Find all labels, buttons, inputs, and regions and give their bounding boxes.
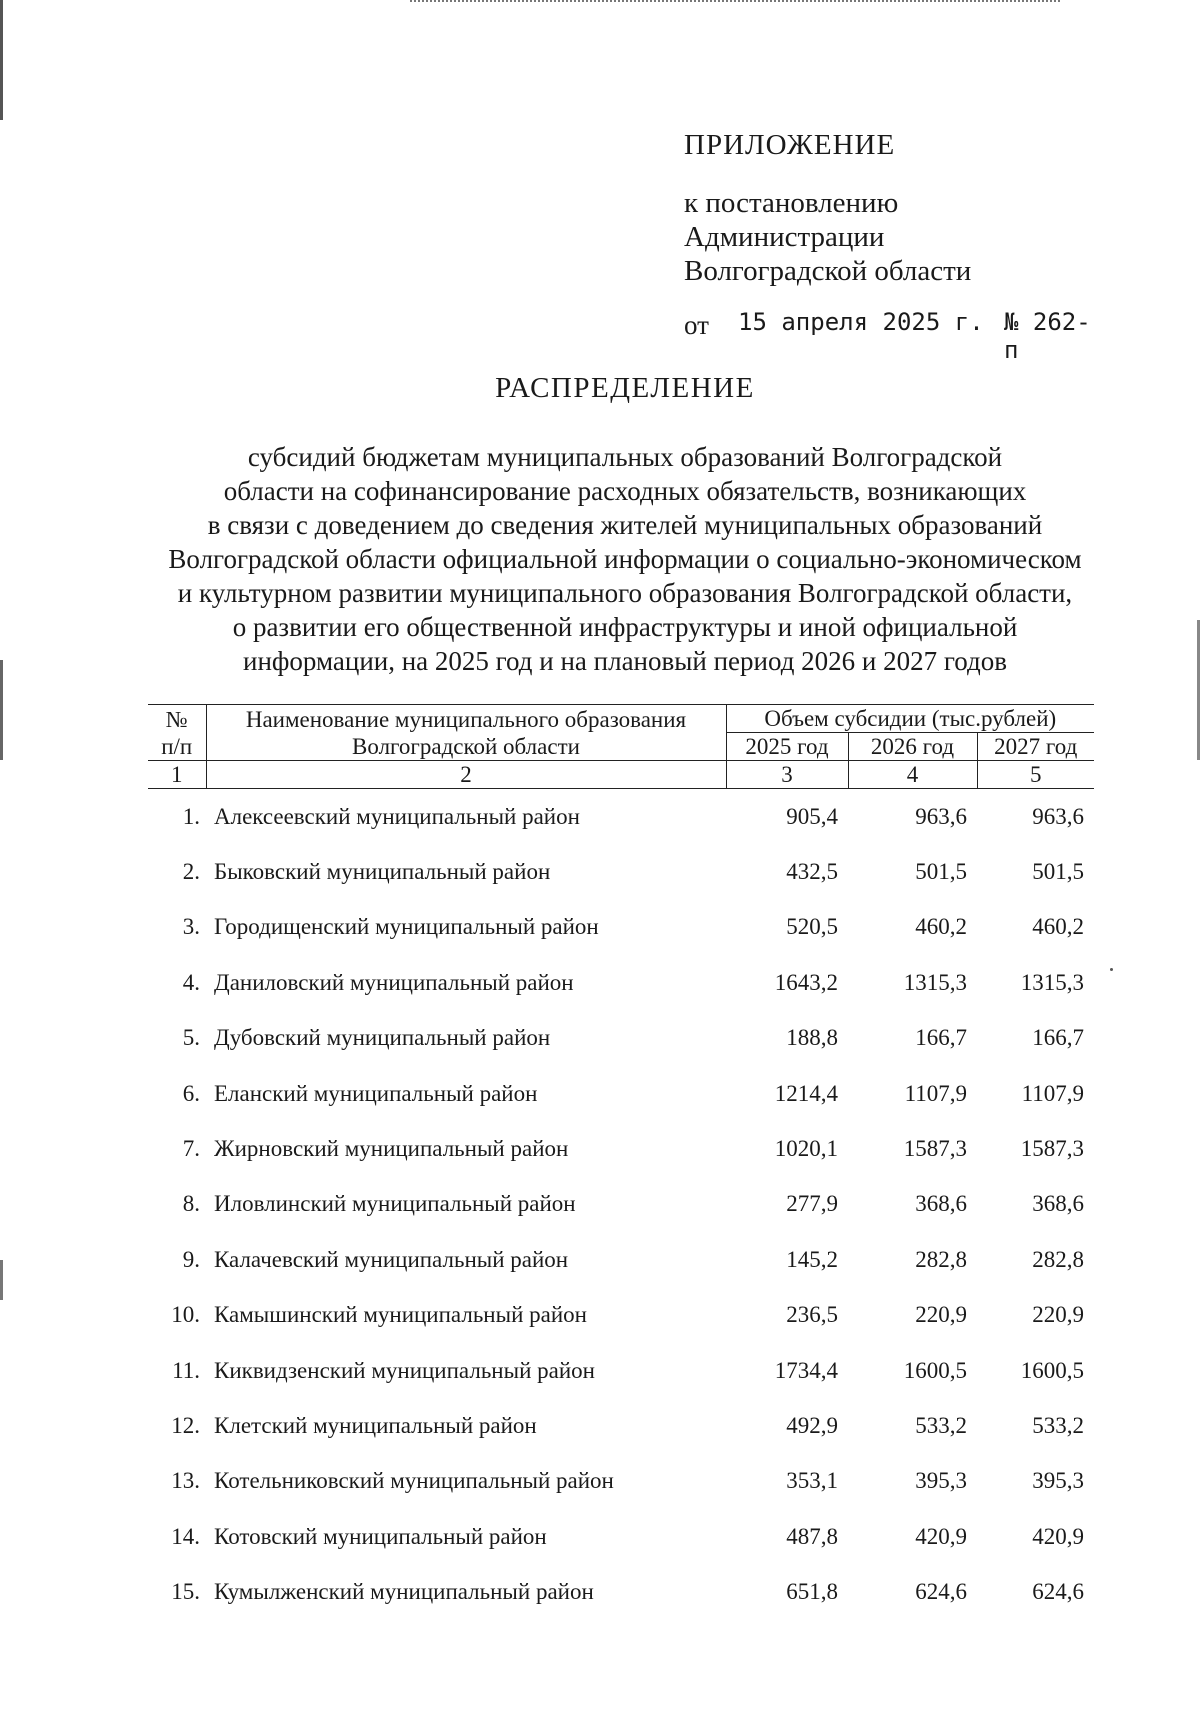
- header-year-2027: 2027 год: [977, 733, 1094, 761]
- subsidy-2027: 501,5: [1032, 859, 1084, 885]
- subsidy-2027: 166,7: [1032, 1025, 1084, 1051]
- municipality-name: Калачевский муниципальный район: [214, 1246, 569, 1272]
- row-number: 5.: [182, 1025, 200, 1051]
- subsidy-2026: 1587,3: [903, 1136, 967, 1162]
- subsidy-2027: 1600,5: [1020, 1357, 1084, 1383]
- header-name-line: Волгоградской области: [352, 733, 580, 759]
- header-number-abbr: п/п: [161, 733, 193, 759]
- subtitle-line: субсидий бюджетам муниципальных образований Волгоградской: [247, 442, 1003, 472]
- subsidy-2027: 395,3: [1032, 1468, 1084, 1494]
- subsidy-2027: 963,6: [1032, 803, 1084, 829]
- subsidy-2027: 533,2: [1032, 1412, 1084, 1438]
- appendix-line: к постановлению: [684, 187, 899, 219]
- scan-edge-mark-top: [410, 0, 1060, 2]
- subsidy-2026: 282,8: [915, 1246, 967, 1272]
- appendix-title: ПРИЛОЖЕНИЕ: [684, 129, 896, 161]
- appendix-line: Волгоградской области: [684, 255, 972, 287]
- subtitle-line: Волгоградской области официальной информации о социально-экономическом: [168, 544, 1082, 574]
- table-row: [148, 1454, 1094, 1509]
- subsidy-2026: 963,6: [915, 803, 967, 829]
- subsidy-2027: 368,6: [1032, 1191, 1084, 1217]
- document-subtitle: [120, 440, 1130, 678]
- subsidy-2026: 1600,5: [903, 1357, 967, 1383]
- subsidy-2025: 492,9: [786, 1412, 838, 1438]
- subsidy-2026: 624,6: [915, 1579, 967, 1605]
- header-number: [148, 705, 206, 761]
- municipality-name: Жирновский муниципальный район: [214, 1136, 569, 1162]
- row-number: 2.: [182, 859, 200, 885]
- subsidy-2025: 353,1: [786, 1468, 838, 1494]
- subsidy-2025: 277,9: [786, 1191, 838, 1217]
- table-row: [148, 1509, 1094, 1564]
- table-row: [148, 1011, 1094, 1066]
- table-row: [148, 1288, 1094, 1343]
- municipality-name: Иловлинский муниципальный район: [214, 1191, 576, 1217]
- header-number-symbol: №: [165, 706, 188, 732]
- municipality-name: Кумылженский муниципальный район: [214, 1579, 594, 1605]
- subsidy-2027: 282,8: [1032, 1246, 1084, 1272]
- subtitle-line: области на софинансирование расходных обязательств, возникающих: [223, 476, 1027, 506]
- decree-number: № 262-п: [1004, 308, 1091, 364]
- subsidy-2025: 1734,4: [774, 1357, 838, 1383]
- subsidy-2026: 533,2: [915, 1412, 967, 1438]
- subsidy-2026: 395,3: [915, 1468, 967, 1494]
- subsidy-2027: 1107,9: [1021, 1080, 1084, 1106]
- scan-edge-mark-left: [0, 0, 3, 1716]
- header-name-line: Наименование муниципального образования: [245, 706, 687, 732]
- document-title: РАСПРЕДЕЛЕНИЕ: [495, 372, 755, 404]
- table-row: [148, 1121, 1094, 1176]
- table-row: [148, 1564, 1094, 1619]
- subtitle-line: информации, на 2025 год и на плановый период 2026 и 2027 годов: [243, 646, 1007, 676]
- subsidy-2025: 1020,1: [774, 1136, 838, 1162]
- municipality-name: Даниловский муниципальный район: [214, 969, 574, 995]
- subsidy-2026: 166,7: [915, 1025, 967, 1051]
- row-number: 10.: [171, 1302, 200, 1328]
- column-number: 1: [148, 761, 206, 789]
- column-number: 5: [977, 761, 1094, 789]
- subtitle-line: и культурном развитии муниципального образования Волгоградской области,: [177, 578, 1073, 608]
- decree-reference: [684, 308, 1104, 364]
- row-number: 12.: [171, 1412, 200, 1438]
- subsidy-2027: 624,6: [1032, 1579, 1084, 1605]
- header-subsidy-volume: Объем субсидии (тыс.рублей): [726, 705, 1094, 733]
- scan-speck: [1110, 968, 1113, 971]
- appendix-block: [684, 128, 971, 288]
- subsidy-2026: 220,9: [915, 1302, 967, 1328]
- row-number: 4.: [182, 969, 200, 995]
- table-row: [148, 1232, 1094, 1287]
- subsidy-2026: 368,6: [915, 1191, 967, 1217]
- header-year-2026: 2026 год: [848, 733, 977, 761]
- subsidy-2025: 1214,4: [774, 1080, 838, 1106]
- row-number: 6.: [182, 1080, 200, 1106]
- table-row: [148, 1066, 1094, 1121]
- subsidy-2025: 145,2: [786, 1246, 838, 1272]
- subsidy-2026: 501,5: [915, 859, 967, 885]
- subsidy-2025: 905,4: [786, 803, 838, 829]
- column-number: 3: [726, 761, 848, 789]
- municipality-name: Котовский муниципальный район: [214, 1523, 547, 1549]
- municipality-name: Быковский муниципальный район: [214, 859, 551, 885]
- table-row: [148, 1398, 1094, 1453]
- municipality-name: Дубовский муниципальный район: [214, 1025, 551, 1051]
- subtitle-line: в связи с доведением до сведения жителей муниципальных образований: [207, 510, 1043, 540]
- table-row: [148, 789, 1094, 845]
- appendix-line: Администрации: [684, 221, 885, 253]
- subsidy-2025: 487,8: [786, 1523, 838, 1549]
- subsidy-2027: 460,2: [1032, 914, 1084, 940]
- table-row: [148, 1343, 1094, 1398]
- municipality-name: Киквидзенский муниципальный район: [214, 1357, 595, 1383]
- header-year-2025: 2025 год: [726, 733, 848, 761]
- municipality-name: Алексеевский муниципальный район: [214, 803, 580, 829]
- table-row: [148, 844, 1094, 899]
- row-number: 15.: [171, 1579, 200, 1605]
- municipality-name: Городищенский муниципальный район: [214, 914, 599, 940]
- subsidy-2025: 1643,2: [774, 969, 838, 995]
- subsidy-2026: 1107,9: [904, 1080, 967, 1106]
- municipality-name: Котельниковский муниципальный район: [214, 1468, 614, 1494]
- subsidy-2026: 420,9: [915, 1523, 967, 1549]
- subsidy-2027: 1587,3: [1020, 1136, 1084, 1162]
- subsidy-2025: 432,5: [786, 859, 838, 885]
- column-number: 2: [206, 761, 726, 789]
- subsidy-distribution-table: [148, 704, 1094, 1620]
- subsidy-2025: 236,5: [786, 1302, 838, 1328]
- subsidy-2027: 1315,3: [1020, 969, 1084, 995]
- municipality-name: Еланский муниципальный район: [214, 1080, 538, 1106]
- row-number: 13.: [171, 1468, 200, 1494]
- subtitle-line: о развитии его общественной инфраструктуры и иной официальной: [232, 612, 1018, 642]
- row-number: 3.: [182, 914, 200, 940]
- row-number: 8.: [182, 1191, 200, 1217]
- row-number: 9.: [182, 1246, 200, 1272]
- municipality-name: Клетский муниципальный район: [214, 1412, 537, 1438]
- subsidy-2025: 520,5: [786, 914, 838, 940]
- header-municipality-name: [206, 705, 726, 761]
- column-number: 4: [848, 761, 977, 789]
- row-number: 14.: [171, 1523, 200, 1549]
- table-row: [148, 955, 1094, 1010]
- subsidy-2027: 420,9: [1032, 1523, 1084, 1549]
- decree-from-label: от: [684, 310, 709, 340]
- municipality-name: Камышинский муниципальный район: [214, 1302, 587, 1328]
- row-number: 1.: [182, 803, 200, 829]
- subsidy-2026: 1315,3: [903, 969, 967, 995]
- decree-date: 15 апреля 2025 г.: [738, 308, 984, 336]
- row-number: 11.: [172, 1357, 200, 1383]
- table-row: [148, 900, 1094, 955]
- subsidy-2026: 460,2: [915, 914, 967, 940]
- subsidy-2025: 188,8: [786, 1025, 838, 1051]
- subsidy-2027: 220,9: [1032, 1302, 1084, 1328]
- row-number: 7.: [182, 1136, 200, 1162]
- subsidy-2025: 651,8: [786, 1579, 838, 1605]
- table-row: [148, 1177, 1094, 1232]
